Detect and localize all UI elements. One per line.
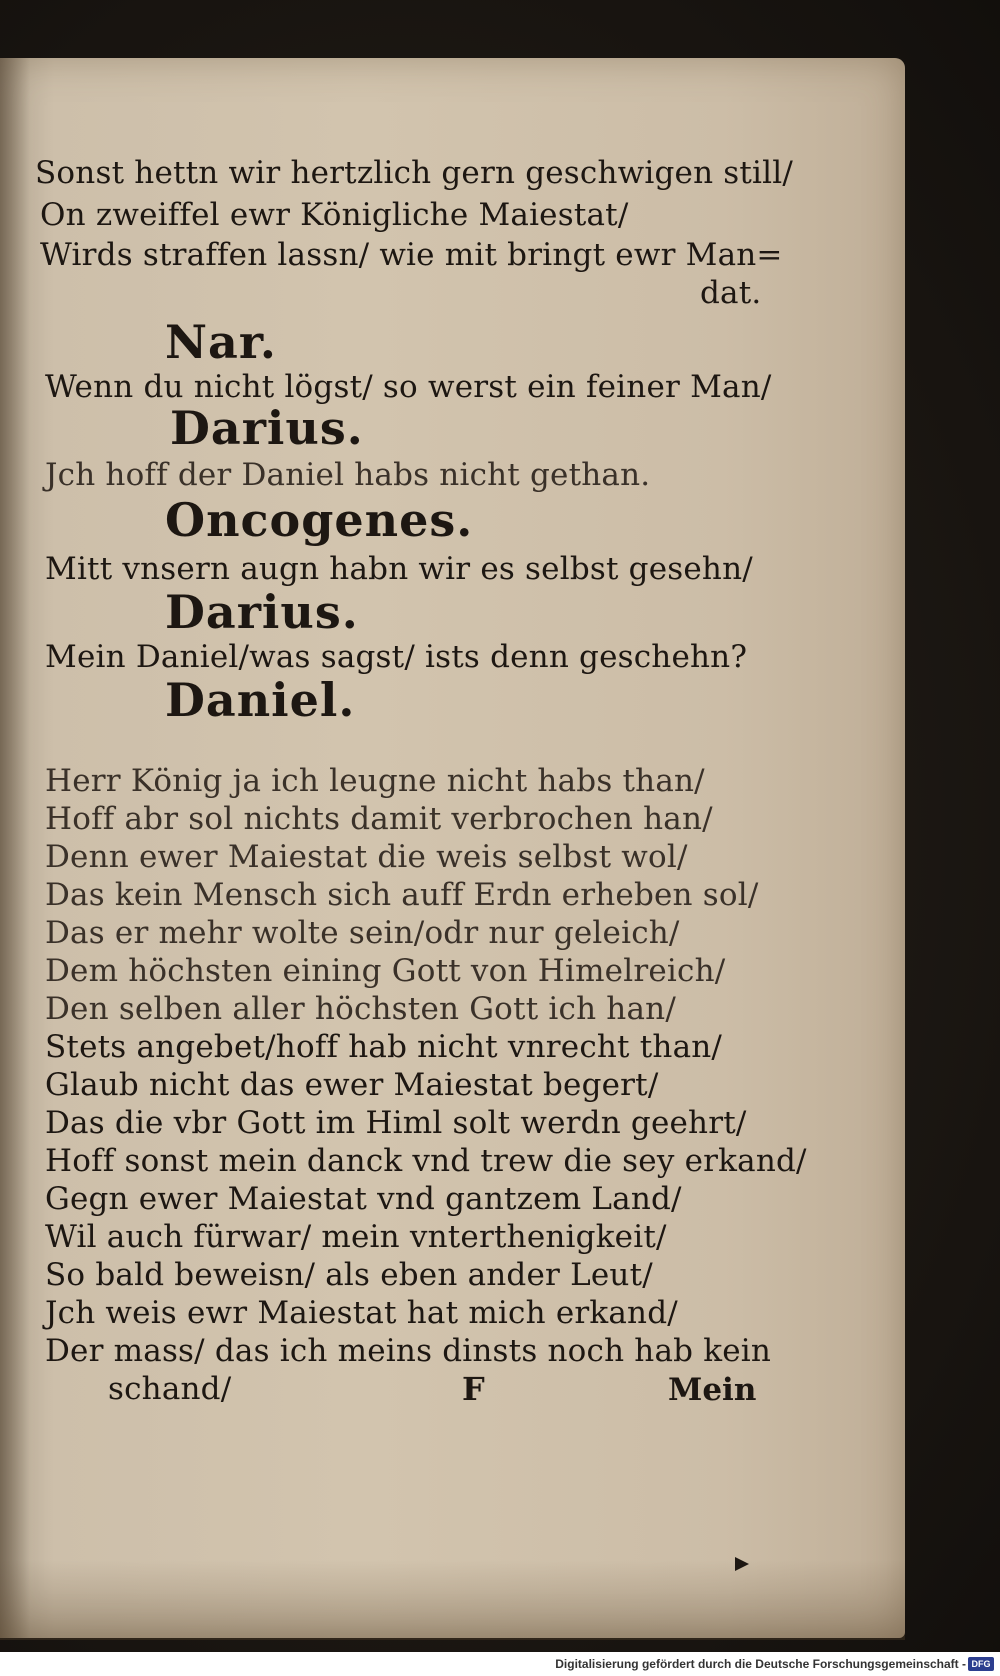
text-line: Wirds straffen lassn/ wie mit bringt ewr Man= bbox=[40, 237, 783, 273]
text-line: Denn ewer Maiestat die weis selbst wol/ bbox=[45, 839, 688, 875]
speaker-name: Darius. bbox=[165, 585, 359, 639]
text-line: Das kein Mensch sich auff Erdn erheben sol/ bbox=[45, 877, 759, 913]
text-line: Glaub nicht das ewer Maiestat begert/ bbox=[45, 1067, 659, 1103]
text-line: Wenn du nicht lögst/ so werst ein feiner Man/ bbox=[45, 369, 772, 405]
text-line: Den selben aller höchsten Gott ich han/ bbox=[45, 991, 676, 1027]
text-line: Jch weis ewr Maiestat hat mich erkand/ bbox=[45, 1295, 678, 1331]
text-line: Sonst hettn wir hertzlich gern geschwigen still/ bbox=[35, 155, 794, 191]
text-line: Das die vbr Gott im Himl solt werdn geehrt/ bbox=[45, 1105, 747, 1141]
text-line: Der mass/ das ich meins dinsts noch hab kein bbox=[45, 1333, 772, 1369]
text-line: Gegn ewer Maiestat vnd gantzem Land/ bbox=[45, 1181, 682, 1217]
text-line: Jch hoff der Daniel habs nicht gethan. bbox=[45, 457, 651, 493]
dfg-logo: DFG bbox=[968, 1657, 994, 1671]
text-line: Hoff sonst mein danck vnd trew die sey erkand/ bbox=[45, 1143, 807, 1179]
text-line: schand/ bbox=[108, 1371, 232, 1407]
text-line: Mitt vnsern augn habn wir es selbst gesehn/ bbox=[45, 551, 753, 587]
signature-mark: F bbox=[462, 1370, 485, 1408]
text-line: Dem höchsten eining Gott von Himelreich/ bbox=[45, 953, 726, 989]
speaker-name: Daniel. bbox=[165, 673, 356, 727]
arrow-mark-icon bbox=[735, 1557, 749, 1571]
speaker-name: Darius. bbox=[170, 401, 364, 455]
speaker-name: Oncogenes. bbox=[165, 493, 474, 547]
catchword: Mein bbox=[668, 1372, 757, 1408]
text-line: dat. bbox=[700, 275, 762, 311]
text-line: So bald beweisn/ als eben ander Leut/ bbox=[45, 1257, 653, 1293]
footer-credit: Digitalisierung gefördert durch die Deutsche Forschungsgemeinschaft - bbox=[555, 1657, 966, 1671]
text-line: On zweiffel ewr Königliche Maiestat/ bbox=[40, 197, 629, 233]
text-line: Wil auch fürwar/ mein vnterthenigkeit/ bbox=[45, 1219, 667, 1255]
text-line: Das er mehr wolte sein/odr nur geleich/ bbox=[45, 915, 680, 951]
footer-bar bbox=[0, 1652, 1000, 1676]
speaker-name: Nar. bbox=[165, 315, 277, 369]
text-line: Herr König ja ich leugne nicht habs than/ bbox=[45, 763, 705, 799]
text-line: Stets angebet/hoff hab nicht vnrecht than/ bbox=[45, 1029, 723, 1065]
text-line: Mein Daniel/was sagst/ ists denn geschehn? bbox=[45, 639, 748, 675]
text-line: Hoff abr sol nichts damit verbrochen han/ bbox=[45, 801, 713, 837]
